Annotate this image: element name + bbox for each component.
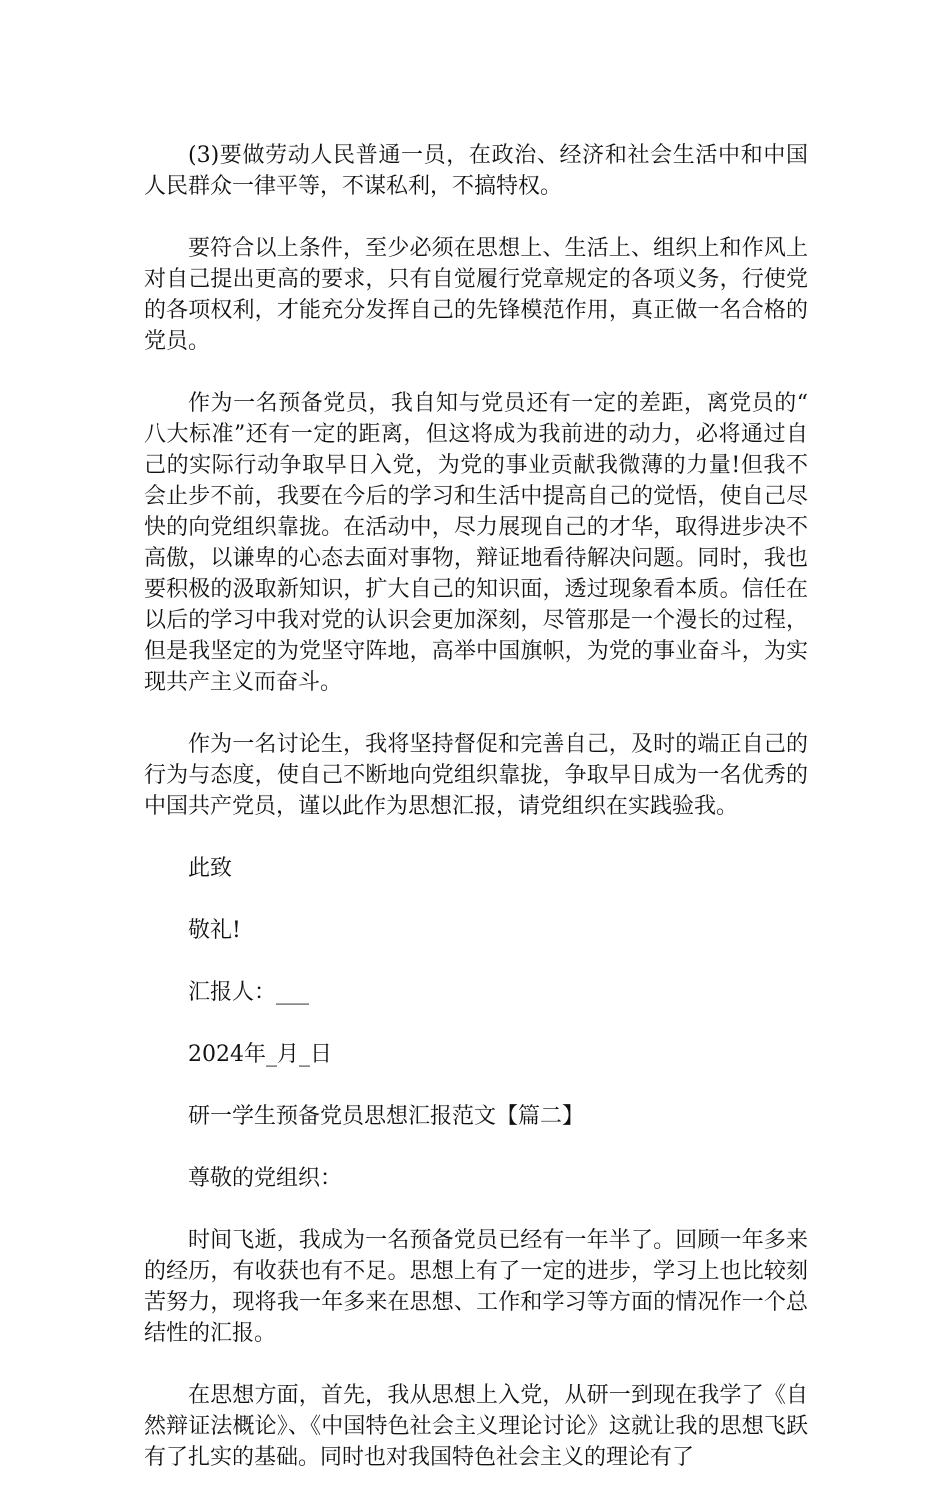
paragraph-thought: 在思想方面，首先，我从思想上入党，从研一到现在我学了《自然辩证法概论》、《中国特色社会主义理论讨论》这就让我的思想飞跃有了扎实的基础。同时也对我国特色社会主义的理论有了: [144, 1383, 808, 1470]
document-page: [144, 140, 808, 1504]
closing-line-2: 敬礼!: [188, 918, 241, 943]
paragraph-review: 时间飞逝，我成为一名预备党员已经有一年半了。回顾一年多来的经历，有收获也有不足。思想上有了一定的进步，学习上也比较刻苦努力，现将我一年多来在思想、工作和学习等方面的情况作一个总结性的汇报。: [144, 1228, 808, 1346]
closing-line-1: 此致: [188, 856, 233, 881]
date-line: 2024年_月_日: [188, 1042, 332, 1067]
reporter-line: 汇报人：___: [188, 980, 310, 1005]
paragraph-commitment: 作为一名讨论生，我将坚持督促和完善自己，及时的端正自己的行为与态度，使自己不断地向党组织靠拢，争取早日成为一名优秀的中国共产党员，谨以此作为思想汇报，请党组织在实践验我。: [144, 732, 808, 819]
paragraph-requirements: 要符合以上条件，至少必须在思想上、生活上、组织上和作风上对自己提出更高的要求，只有自觉履行党章规定的各项义务，行使党的各项权利，才能充分发挥自己的先锋模范作用，真正做一名合格的党员。: [144, 236, 808, 354]
salutation: 尊敬的党组织：: [188, 1166, 343, 1191]
paragraph-condition-3: (3)要做劳动人民普通一员，在政治、经济和社会生活中和中国人民群众一律平等，不谋私利，不搞特权。: [144, 143, 808, 199]
paragraph-probationary-member: 作为一名预备党员，我自知与党员还有一定的差距，离党员的“八大标准”还有一定的距离，但这将成为我前进的动力，必将通过自己的实际行动争取早日入党，为党的事业贡献我微薄的力量!但我不会止步不前，我要在今后的学习和生活中提高自己的觉悟，使自己尽快的向党组织靠拢。在活动中，尽力展现自己的才华，取得进步决不高傲，以谦卑的心态去面对事物，辩证地看待解决问题。同时，我也要积极的汲取新知识，扩大自己的知识面，透过现象看本质。信任在以后的学习中我对党的认识会更加深刻，尽管那是一个漫长的过程，但是我坚定的为党坚守阵地，高举中国旗帜，为党的事业奋斗，为实现共产主义而奋斗。: [144, 391, 808, 695]
section-title: 研一学生预备党员思想汇报范文【篇二】: [188, 1104, 585, 1129]
